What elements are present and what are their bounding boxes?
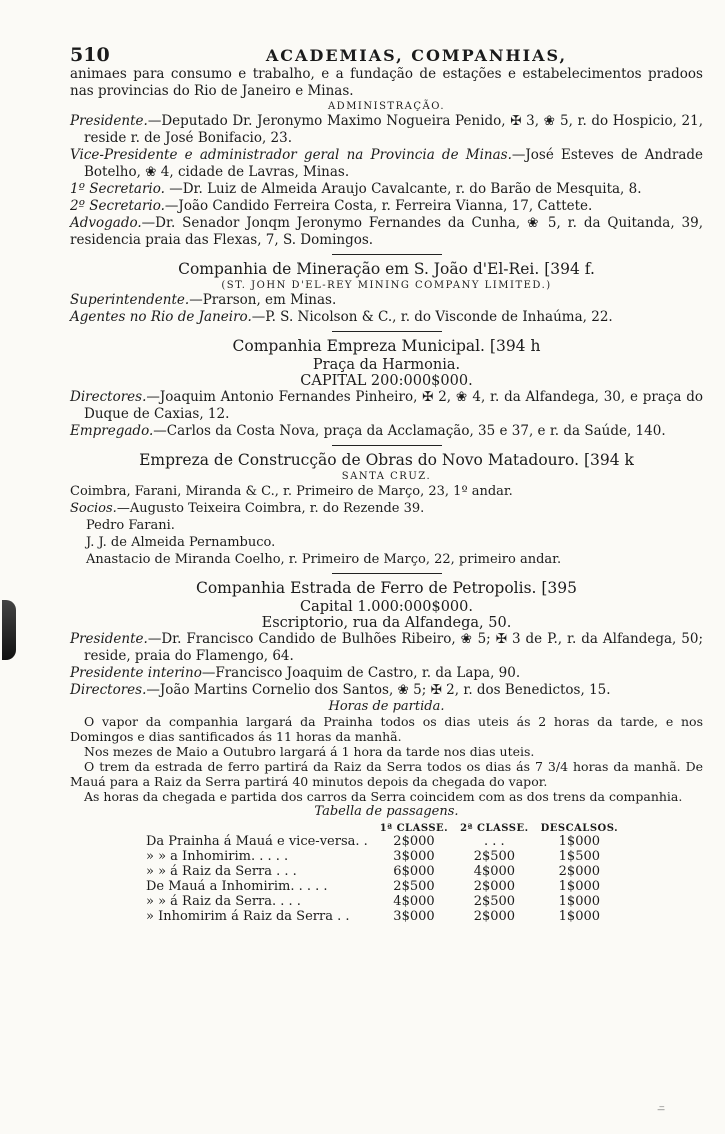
route: » » á Raiz da Serra. . . . bbox=[146, 894, 301, 909]
fare-1: 2$000 bbox=[393, 834, 435, 849]
admin-heading: ADMINISTRAÇÃO. bbox=[327, 101, 446, 112]
divider bbox=[332, 445, 442, 446]
fare-1: 3$000 bbox=[393, 849, 435, 864]
intro-paragraph: animaes para consumo e trabalho, e a fundação de estações e estabelecimentos pradoos nas provincias do Rio de Janeiro e Minas. bbox=[70, 66, 703, 99]
petropolis-title: Companhia Estrada de Ferro de Petropolis. [395 bbox=[195, 579, 578, 597]
mineracao-subtitle: (ST. JOHN D'EL-REY MINING COMPANY LIMITED.) bbox=[221, 280, 552, 291]
table-row bbox=[140, 849, 624, 864]
horas-paragraph: O trem da estrada de ferro partirá da Raiz da Serra todos os dias ás 7 3/4 horas da manhã. De Mauá para a Raiz da Serra partirá 40 minutos depois da chegada do vapor. bbox=[70, 759, 703, 789]
mineracao-superintendente bbox=[70, 292, 703, 309]
petropolis-capital: Capital 1.000:000$000. bbox=[300, 599, 473, 615]
label: Vice-Presidente e administrador geral na Provincia de Minas. bbox=[70, 147, 512, 163]
fare-1: 3$000 bbox=[393, 909, 435, 924]
column-header: DESCALSOS. bbox=[540, 823, 619, 834]
horas-title: Horas de partida. bbox=[328, 699, 445, 714]
table-row bbox=[140, 879, 624, 894]
page-number: 510 bbox=[70, 44, 110, 66]
text: —João Candido Ferreira Costa, r. Ferreira Vianna, 17, Cattete. bbox=[164, 198, 593, 214]
fares-table bbox=[140, 823, 624, 924]
text: —Francisco Joaquim de Castro, r. da Lapa, 90. bbox=[201, 665, 521, 681]
label: Empregado. bbox=[70, 423, 154, 439]
municipal-title: Companhia Empreza Municipal. [394 h bbox=[232, 337, 541, 355]
column-header: 2ª CLASSE. bbox=[460, 823, 529, 834]
column-header bbox=[140, 823, 374, 834]
matadouro-place: SANTA CRUZ. bbox=[341, 471, 432, 482]
route: Da Prainha á Mauá e vice-versa. . bbox=[146, 834, 368, 849]
horas-paragraph: Nos mezes de Maio a Outubro largará á 1 hora da tarde nos dias uteis. bbox=[84, 744, 535, 759]
route: De Mauá a Inhomirim. . . . . bbox=[146, 879, 328, 894]
label: Presidente interino bbox=[70, 665, 202, 681]
petropolis-presidente-interino bbox=[70, 665, 703, 682]
matadouro-member: J. J. de Almeida Pernambuco. bbox=[86, 535, 276, 550]
admin-sec1 bbox=[70, 181, 703, 198]
fare-1: 2$500 bbox=[393, 879, 435, 894]
label: Agentes no Rio de Janeiro. bbox=[70, 309, 252, 325]
horas-paragraph: O vapor da companhia largará da Prainha todos os dias uteis ás 2 horas da tarde, e nos Domingos e dias santificados ás 11 horas da manhã. bbox=[70, 714, 703, 744]
petropolis-presidente bbox=[70, 631, 703, 665]
text: —Augusto Teixeira Coimbra, r. do Rezende 39. bbox=[116, 501, 425, 516]
route: » » a Inhomirim. . . . . bbox=[146, 849, 289, 864]
table-header-row bbox=[140, 823, 624, 834]
label: Directores. bbox=[70, 389, 147, 405]
mineracao-agentes bbox=[70, 309, 703, 326]
divider bbox=[332, 254, 442, 255]
text: —Deputado Dr. Jeronymo Maximo Nogueira Penido, ✠ 3, ❀ 5, r. do Hospicio, 21, reside r. de José Bonifacio, 23. bbox=[84, 113, 703, 146]
text: —Dr. Senador Jonqm Jeronymo Fernandes da Cunha, ❀ 5, r. da Quitanda, 39, residencia praia das Flexas, 7, S. Domingos. bbox=[70, 215, 703, 248]
text: —Carlos da Costa Nova, praça da Acclamação, 35 e 37, e r. da Saúde, 140. bbox=[153, 423, 666, 439]
municipal-capital: CAPITAL 200:000$000. bbox=[300, 373, 473, 389]
text: —Dr. Francisco Candido de Bulhões Ribeiro, ❀ 5; ✠ 3 de P., r. da Alfandega, 50; reside, praia do Flamengo, 64. bbox=[84, 631, 703, 664]
text: —Prarson, em Minas. bbox=[189, 292, 337, 308]
municipal-empregado bbox=[70, 423, 703, 440]
admin-sec2 bbox=[70, 198, 703, 215]
text: —P. S. Nicolson & C., r. do Visconde de Inhaúma, 22. bbox=[251, 309, 613, 325]
label: Advogado. bbox=[70, 215, 142, 231]
divider bbox=[332, 573, 442, 574]
matadouro-title: Empreza de Construcção de Obras do Novo Matadouro. [394 k bbox=[139, 451, 634, 469]
label: 1º Secretario. bbox=[70, 181, 165, 197]
fare-descalsos: 1$000 bbox=[558, 894, 601, 909]
matadouro-member: Pedro Farani. bbox=[86, 518, 175, 533]
municipal-place: Praça da Harmonia. bbox=[312, 357, 461, 373]
running-title: ACADEMIAS, COMPANHIAS, bbox=[265, 46, 568, 65]
text: —João Martins Cornelio dos Santos, ❀ 5; ✠ 2, r. dos Benedictos, 15. bbox=[146, 682, 611, 698]
column-header: 1ª CLASSE. bbox=[379, 823, 449, 834]
binding-mark bbox=[2, 600, 16, 660]
horas-paragraph: As horas da chegada e partida dos carros da Serra coincidem com as dos trens da companhia. bbox=[84, 789, 683, 804]
fare-2: 2$000 bbox=[473, 909, 516, 924]
petropolis-office: Escriptorio, rua da Alfandega, 50. bbox=[261, 615, 512, 631]
admin-vice bbox=[70, 147, 703, 181]
text: —Dr. Luiz de Almeida Araujo Cavalcante, r. do Barão de Mesquita, 8. bbox=[164, 181, 642, 197]
fare-2: 2$500 bbox=[473, 849, 516, 864]
label: Presidente. bbox=[70, 113, 148, 129]
fare-2: 4$000 bbox=[473, 864, 516, 879]
table-row bbox=[140, 834, 624, 849]
matadouro-socios bbox=[70, 500, 703, 517]
fare-descalsos: 1$000 bbox=[558, 879, 601, 894]
label: Directores. bbox=[70, 682, 147, 698]
tabela-title: Tabella de passagens. bbox=[314, 804, 459, 819]
fare-descalsos: 2$000 bbox=[558, 864, 601, 879]
fare-descalsos: 1$000 bbox=[558, 909, 601, 924]
table-row bbox=[140, 894, 624, 909]
route: » Inhomirim á Raiz da Serra . . bbox=[146, 909, 350, 924]
label: Superintendente. bbox=[70, 292, 190, 308]
admin-presidente bbox=[70, 113, 703, 147]
table-row bbox=[140, 864, 624, 879]
fare-1: 6$000 bbox=[393, 864, 435, 879]
stray-mark-icon: ⁻̶ bbox=[658, 1102, 665, 1116]
matadouro-firm: Coimbra, Farani, Miranda & C., r. Primeiro de Março, 23, 1º andar. bbox=[70, 484, 513, 499]
text: —José Esteves de Andrade Botelho, ❀ 4, cidade de Lavras, Minas. bbox=[84, 147, 704, 180]
admin-advogado bbox=[70, 215, 703, 249]
label: Socios. bbox=[70, 501, 117, 516]
fare-2: 2$500 bbox=[473, 894, 516, 909]
label: 2º Secretario. bbox=[70, 198, 165, 214]
mineracao-title: Companhia de Mineração em S. João d'El-Rei. [394 f. bbox=[178, 260, 595, 278]
divider bbox=[332, 331, 442, 332]
fare-2: . . . bbox=[484, 834, 505, 849]
fare-2: 2$000 bbox=[473, 879, 516, 894]
fare-1: 4$000 bbox=[393, 894, 435, 909]
table-row bbox=[140, 909, 624, 924]
municipal-directores bbox=[70, 389, 703, 423]
route: » » á Raiz da Serra . . . bbox=[146, 864, 297, 879]
text: —Joaquim Antonio Fernandes Pinheiro, ✠ 2, ❀ 4, r. da Alfandega, 30, e praça do Duque de Caxias, 12. bbox=[84, 389, 703, 422]
fare-descalsos: 1$500 bbox=[558, 849, 601, 864]
page-header bbox=[70, 0, 703, 66]
label: Presidente. bbox=[70, 631, 148, 647]
petropolis-directores bbox=[70, 682, 703, 699]
fare-descalsos: 1$000 bbox=[558, 834, 601, 849]
matadouro-member: Anastacio de Miranda Coelho, r. Primeiro de Março, 22, primeiro andar. bbox=[86, 552, 562, 567]
